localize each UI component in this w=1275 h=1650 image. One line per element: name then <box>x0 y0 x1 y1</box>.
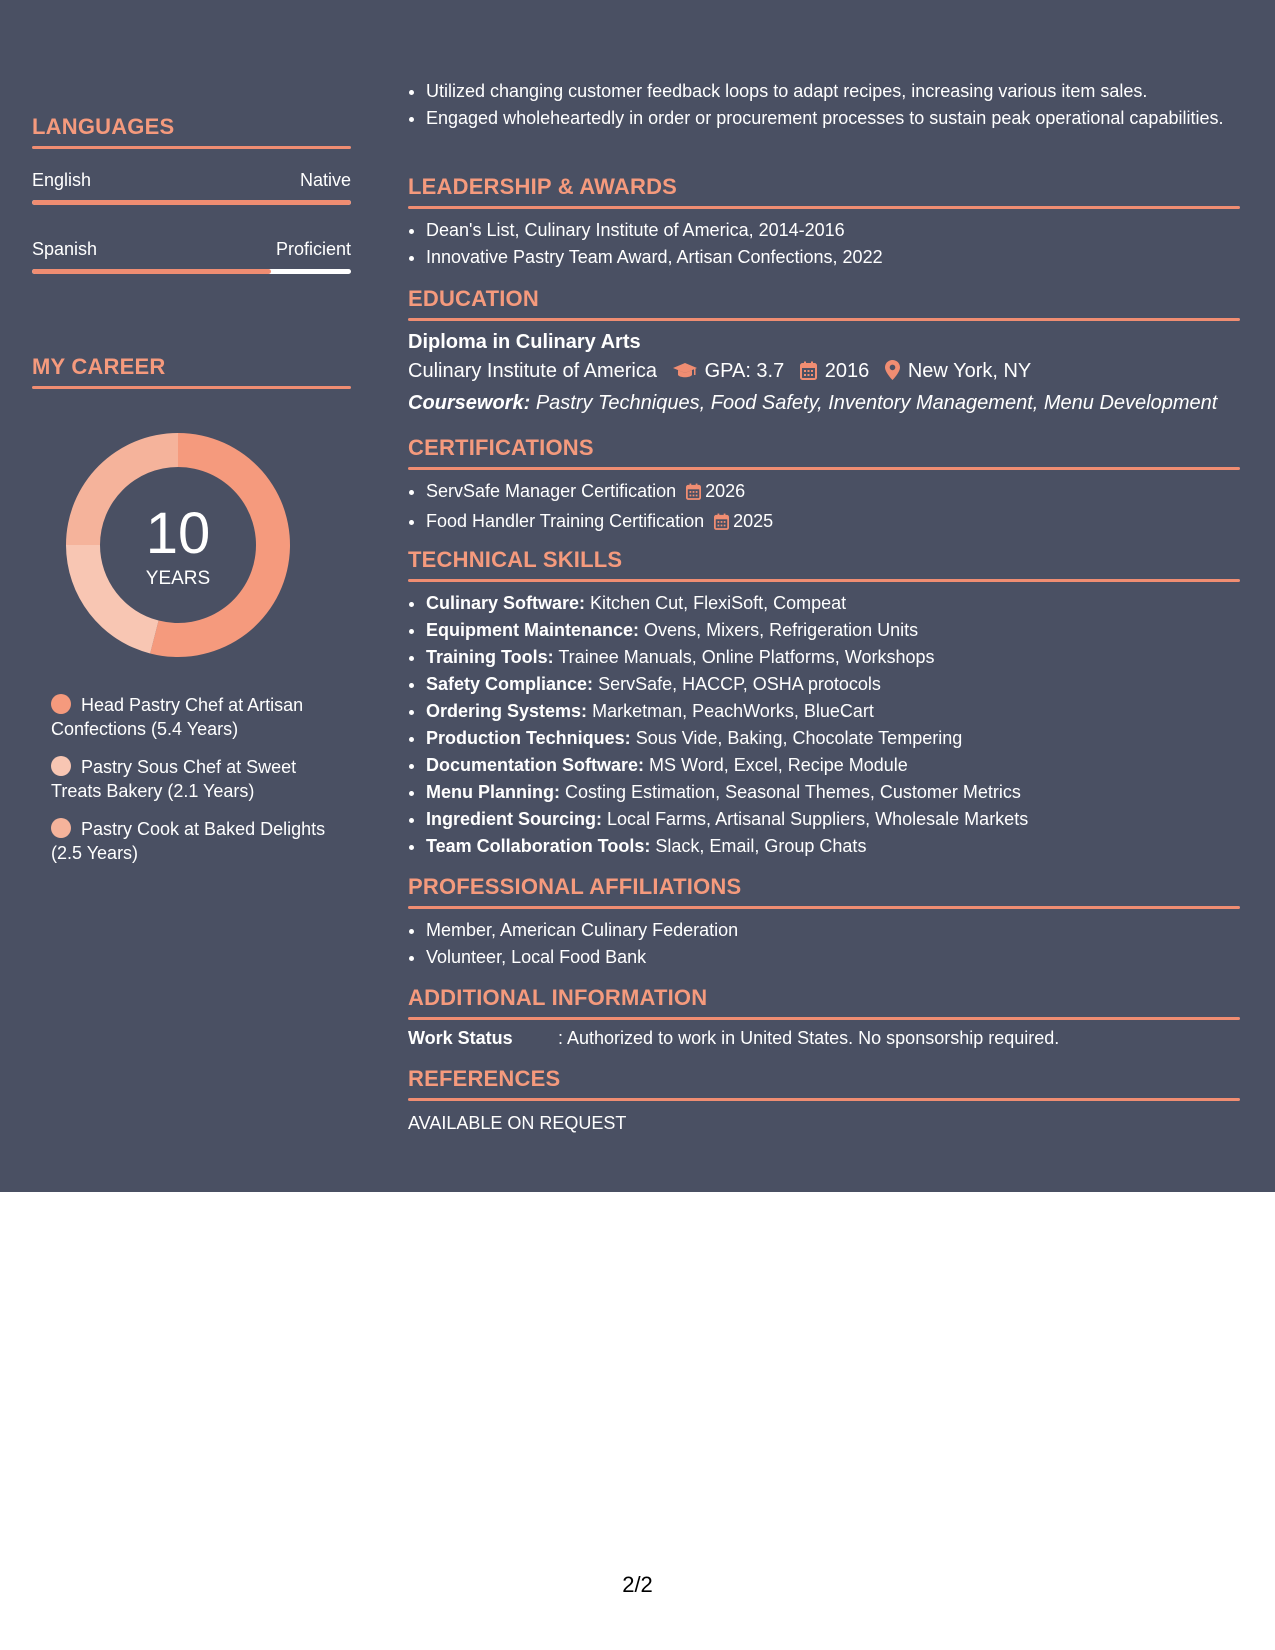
skill-label: Ordering Systems: <box>426 701 588 721</box>
section-divider <box>32 386 351 389</box>
certification-item <box>426 478 1240 508</box>
donut-center <box>66 433 290 657</box>
calendar-icon <box>686 481 701 508</box>
section-divider <box>408 206 1240 209</box>
skill-label: Equipment Maintenance: <box>426 620 640 640</box>
certification-name: ServSafe Manager Certification <box>426 481 677 501</box>
education-gpa: GPA: 3.7 <box>704 360 785 382</box>
language-bar <box>32 269 351 274</box>
bullet-item: • Volunteer, Local Food Bank <box>426 944 1240 971</box>
certifications-list <box>408 478 1240 538</box>
legend-item <box>51 693 351 741</box>
legend-dot <box>51 694 71 714</box>
references-text: AVAILABLE ON REQUEST <box>408 1113 627 1133</box>
affiliations-section <box>408 874 1240 971</box>
additional-info-title: ADDITIONAL INFORMATION <box>408 985 708 1010</box>
education-title: EDUCATION <box>408 286 539 311</box>
skill-value: Marketman, PeachWorks, BlueCart <box>592 701 874 721</box>
skill-label: Team Collaboration Tools: <box>426 836 651 856</box>
work-status-value: : Authorized to work in United States. No sponsorship required. <box>558 1028 1060 1048</box>
calendar-icon <box>800 361 817 386</box>
skills-section <box>408 547 1240 860</box>
coursework-value: Pastry Techniques, Food Safety, Inventory Management, Menu Development <box>535 392 1218 414</box>
skill-item <box>426 806 1240 833</box>
language-level: Proficient <box>275 239 351 259</box>
skill-label: Training Tools: <box>426 647 554 667</box>
leadership-title: LEADERSHIP & AWARDS <box>408 174 678 199</box>
languages-title: LANGUAGES <box>32 114 175 139</box>
education-coursework <box>408 392 1240 415</box>
career-title: MY CAREER <box>32 354 166 379</box>
section-divider <box>408 467 1240 470</box>
section-divider <box>408 579 1240 582</box>
legend-dot <box>51 756 71 776</box>
work-status-row <box>408 1028 1240 1049</box>
skill-item <box>426 752 1240 779</box>
skill-item <box>426 698 1240 725</box>
skill-label: Production Techniques: <box>426 728 631 748</box>
skill-label: Culinary Software: <box>426 593 586 613</box>
bullet-item: • Utilized changing customer feedback loops to adapt recipes, increasing various item sales. <box>426 78 1240 105</box>
skill-value: Local Farms, Artisanal Suppliers, Wholesale Markets <box>607 809 1029 829</box>
skill-item <box>426 644 1240 671</box>
skill-value: ServSafe, HACCP, OSHA protocols <box>598 674 881 694</box>
language-bar-fill <box>32 200 351 205</box>
career-section <box>32 354 351 389</box>
references-section <box>408 1066 1240 1134</box>
page-number: 2/2 <box>622 1572 653 1597</box>
bullet-item: • Member, American Culinary Federation <box>426 917 1240 944</box>
language-bar-fill <box>32 269 271 274</box>
skills-title: TECHNICAL SKILLS <box>408 547 623 572</box>
career-legend <box>51 693 351 879</box>
leadership-section <box>408 174 1240 271</box>
section-divider <box>32 146 351 149</box>
skill-value: Sous Vide, Baking, Chocolate Tempering <box>635 728 963 748</box>
experience-bullets <box>408 78 1240 132</box>
education-details <box>408 360 1240 386</box>
certification-item <box>426 508 1240 538</box>
skill-value: Costing Estimation, Seasonal Themes, Customer Metrics <box>565 782 1021 802</box>
legend-item <box>51 755 351 803</box>
career-donut-chart <box>66 433 290 657</box>
legend-dot <box>51 818 71 838</box>
map-pin-icon <box>885 360 900 386</box>
skill-value: Kitchen Cut, FlexiSoft, Compeat <box>590 593 847 613</box>
skill-item <box>426 590 1240 617</box>
skill-item <box>426 725 1240 752</box>
education-school: Culinary Institute of America <box>408 360 657 382</box>
references-title: REFERENCES <box>408 1066 561 1091</box>
education-location: New York, NY <box>907 360 1032 382</box>
bullet-item: • Engaged wholeheartedly in order or procurement processes to sustain peak operational capabilities. <box>426 105 1240 132</box>
education-section <box>408 286 1240 415</box>
coursework-label: Coursework: <box>408 392 531 414</box>
leadership-list <box>408 217 1240 271</box>
skill-value: Slack, Email, Group Chats <box>655 836 867 856</box>
certification-year: 2025 <box>733 511 774 531</box>
certification-year: 2026 <box>705 481 746 501</box>
graduation-cap-icon <box>673 362 697 386</box>
affiliations-list <box>408 917 1240 971</box>
skill-label: Documentation Software: <box>426 755 645 775</box>
skill-label: Safety Compliance: <box>426 674 594 694</box>
skill-item <box>426 617 1240 644</box>
section-divider <box>408 906 1240 909</box>
skill-value: Trainee Manuals, Online Platforms, Workshops <box>558 647 935 667</box>
legend-item <box>51 817 351 865</box>
language-level: Native <box>299 170 351 190</box>
section-divider <box>408 1017 1240 1020</box>
certifications-title: CERTIFICATIONS <box>408 435 594 460</box>
legend-label: Pastry Cook at Baked Delights (2.5 Years) <box>51 819 326 863</box>
languages-section <box>32 114 351 149</box>
certifications-section <box>408 435 1240 538</box>
skill-value: Ovens, Mixers, Refrigeration Units <box>644 620 919 640</box>
section-divider <box>408 318 1240 321</box>
work-status-label: Work Status <box>408 1028 513 1048</box>
skill-label: Menu Planning: <box>426 782 560 802</box>
section-divider <box>408 1098 1240 1101</box>
career-total-years: 10 <box>145 501 211 566</box>
bullet-item: • Dean's List, Culinary Institute of America, 2014-2016 <box>426 217 1240 244</box>
skill-item <box>426 833 1240 860</box>
legend-label: Pastry Sous Chef at Sweet Treats Bakery (2.1 Years) <box>51 757 297 801</box>
affiliations-title: PROFESSIONAL AFFILIATIONS <box>408 874 742 899</box>
language-bar <box>32 200 351 205</box>
education-degree: Diploma in Culinary Arts <box>408 331 641 353</box>
language-name: Spanish <box>32 239 98 259</box>
language-name: English <box>32 170 92 190</box>
bullet-item: • Innovative Pastry Team Award, Artisan Confections, 2022 <box>426 244 1240 271</box>
skills-list <box>408 590 1240 860</box>
skill-item <box>426 671 1240 698</box>
skill-label: Ingredient Sourcing: <box>426 809 603 829</box>
career-total-unit: YEARS <box>145 568 211 589</box>
certification-name: Food Handler Training Certification <box>426 511 705 531</box>
skill-value: MS Word, Excel, Recipe Module <box>649 755 908 775</box>
education-year: 2016 <box>824 360 870 382</box>
skill-item <box>426 779 1240 806</box>
legend-label: Head Pastry Chef at Artisan Confections (5.4 Years) <box>51 695 304 739</box>
experience-continued <box>408 78 1240 132</box>
calendar-icon <box>714 511 729 538</box>
additional-info-section <box>408 985 1240 1049</box>
